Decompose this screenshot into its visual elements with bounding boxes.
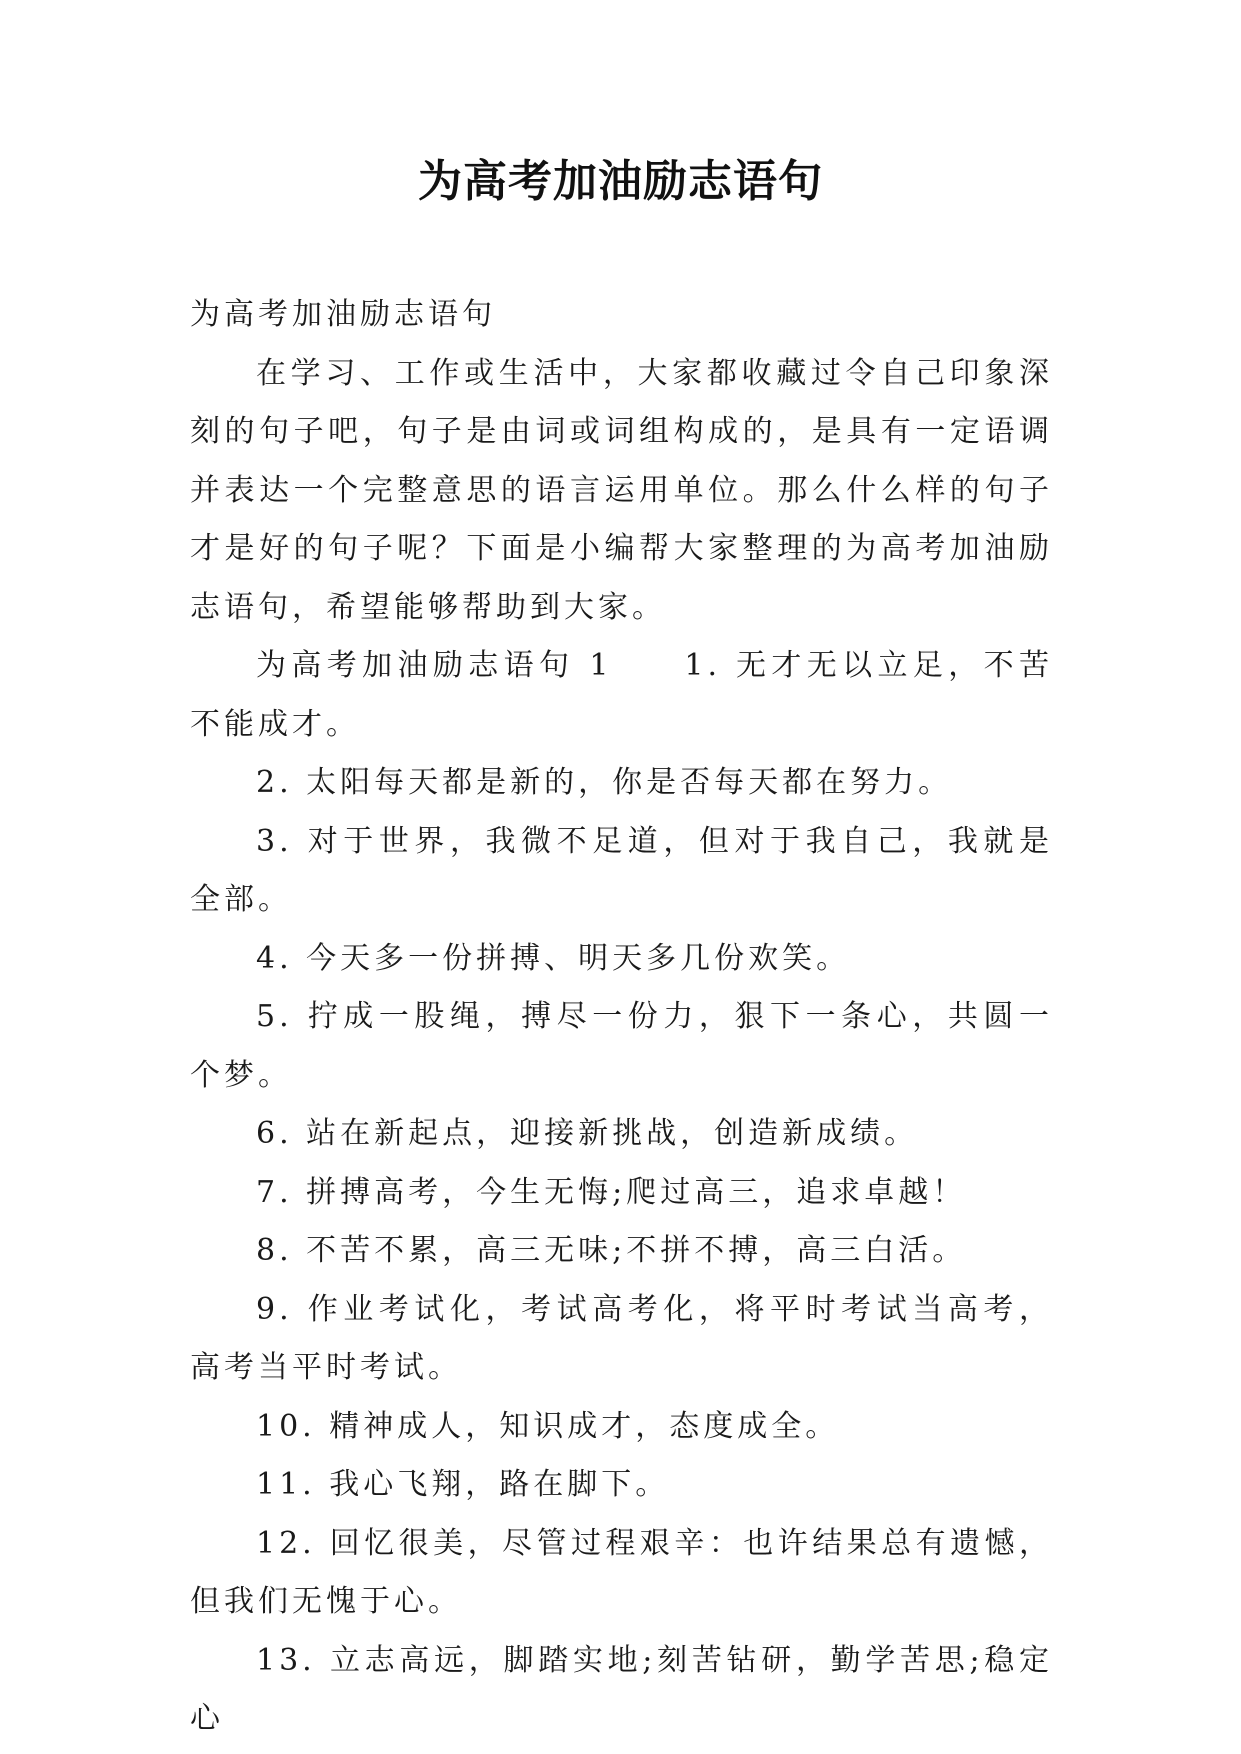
subtitle-line: 为高考加油励志语句 bbox=[190, 297, 496, 332]
list-item: 10. 精神成人，知识成才，态度成全。 bbox=[256, 1408, 840, 1444]
list-item: 4. 今天多一份拼搏、明天多几份欢笑。 bbox=[256, 940, 851, 976]
list-item: 2. 太阳每天都是新的，你是否每天都在努力。 bbox=[256, 765, 953, 800]
document-body bbox=[190, 286, 1053, 1749]
list-item: 8. 不苦不累，高三无味;不拼不搏，高三白活。 bbox=[256, 1233, 967, 1268]
list-item: 13. 立志高远，脚踏实地;刻苦钻研，勤学苦思;稳定心 bbox=[190, 1642, 1053, 1736]
list-item: 9. 作业考试化，考试高考化，将平时考试当高考，高考当平时考试。 bbox=[190, 1291, 1053, 1385]
list-item: 6. 站在新起点，迎接新挑战，创造新成绩。 bbox=[256, 1116, 919, 1151]
list-item: 3. 对于世界，我微不足道，但对于我自己，我就是全部。 bbox=[190, 823, 1053, 917]
list-item: 7. 拼搏高考，今生无悔;爬过高三，追求卓越！ bbox=[256, 1174, 967, 1210]
list-item: 5. 拧成一股绳，搏尽一份力，狠下一条心，共圆一个梦。 bbox=[190, 999, 1053, 1093]
section-first-paragraph bbox=[190, 637, 1053, 754]
list-item: 1. 无才无以立足，不苦不能成才。 bbox=[190, 648, 1053, 742]
intro-paragraph: 在学习、工作或生活中，大家都收藏过令自己印象深刻的句子吧，句子是由词或词组构成的，是具有一定语调并表达一个完整意思的语言运用单位。那么什么样的句子才是好的句子呢？下面是小编帮大家整理的为高考加油励志语句，希望能够帮助到大家。 bbox=[190, 355, 1053, 625]
list-item: 12. 回忆很美，尽管过程艰辛：也许结果总有遗憾，但我们无愧于心。 bbox=[190, 1525, 1053, 1619]
list-item: 11. 我心飞翔，路在脚下。 bbox=[256, 1467, 670, 1502]
section-heading: 为高考加油励志语句 1 bbox=[256, 648, 613, 683]
document-title: 为高考加油励志语句 bbox=[418, 156, 823, 207]
